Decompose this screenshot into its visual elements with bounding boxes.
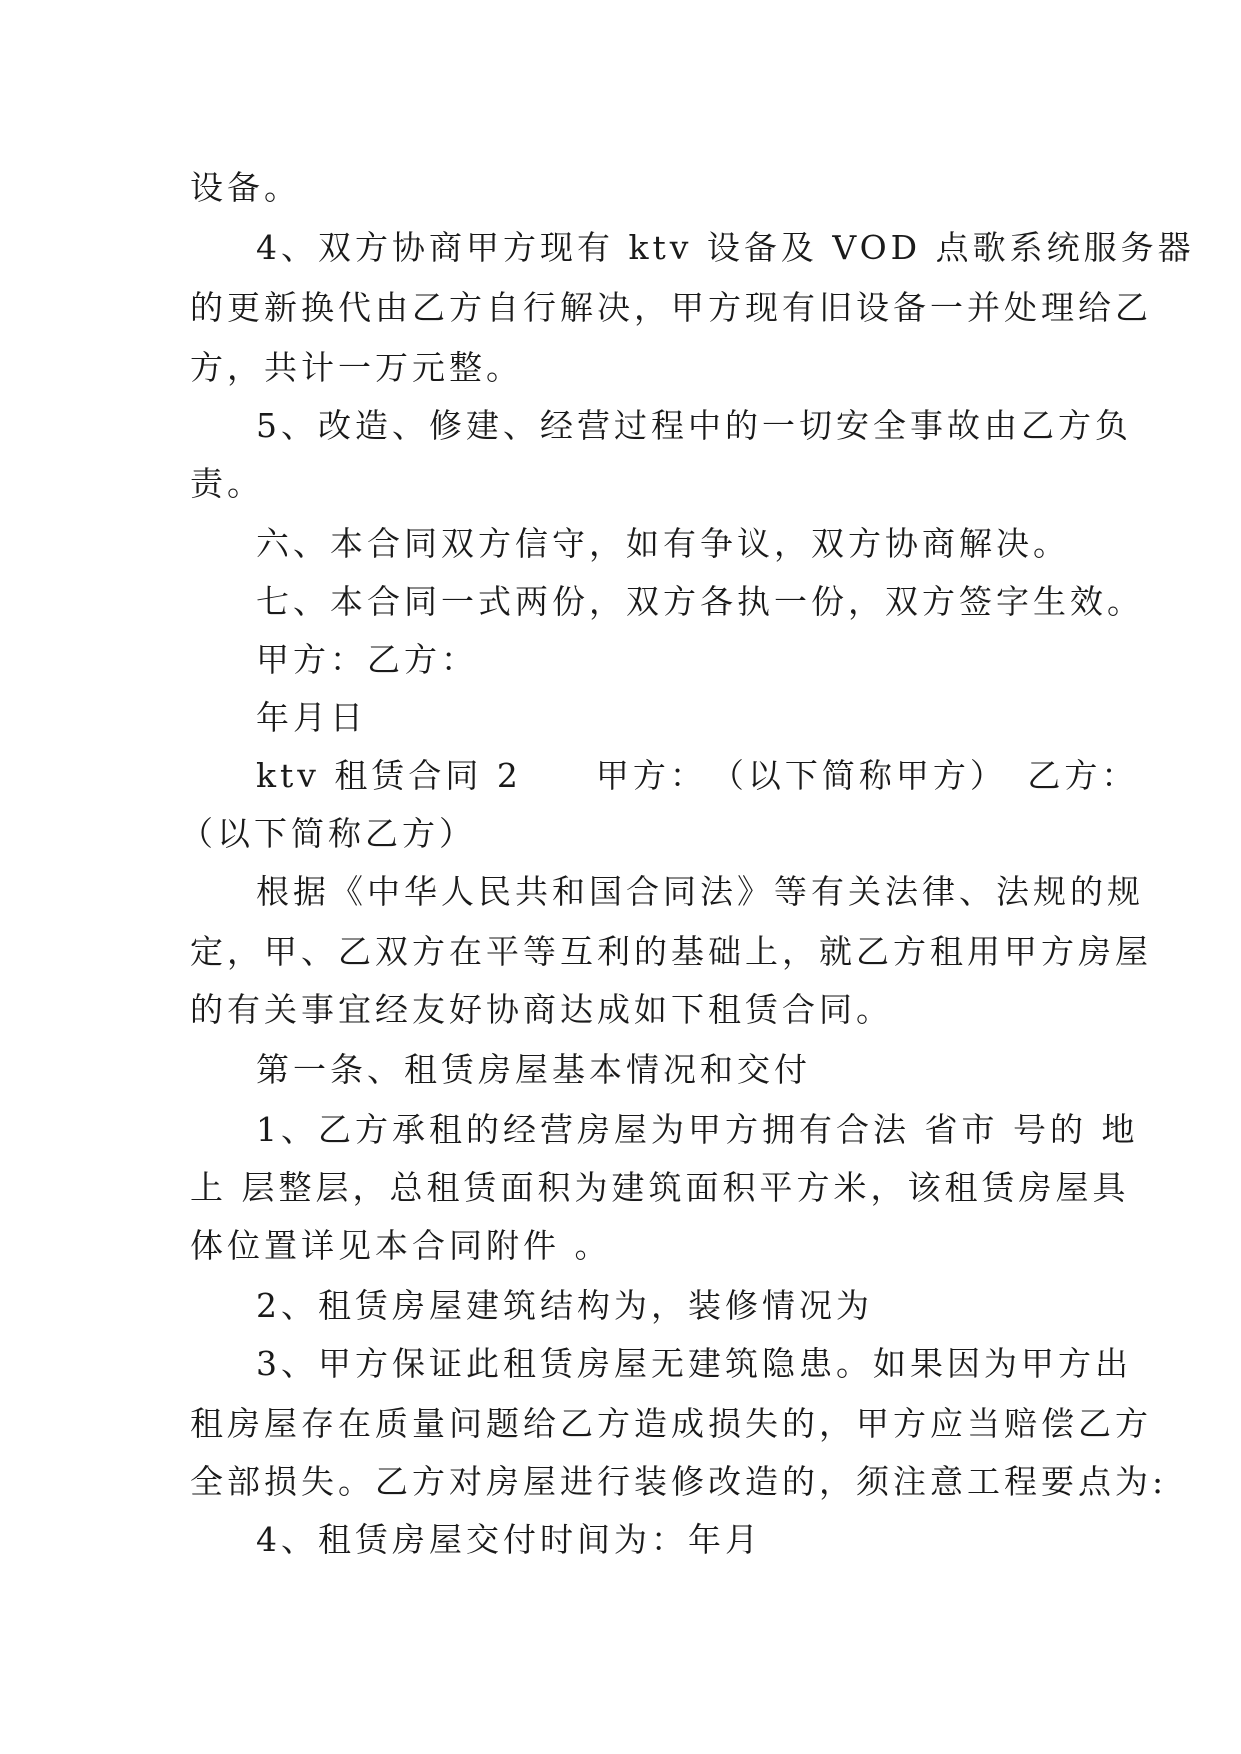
text-line: 全部损失。乙方对房屋进行装修改造的，须注意工程要点为:: [190, 1462, 1168, 1501]
text-line: 4、租赁房屋交付时间为：年月: [256, 1520, 762, 1559]
text-line: ktv 租赁合同 2 甲方： （以下简称甲方） 乙方：: [256, 756, 1139, 795]
text-line: 的有关事宜经友好协商达成如下租赁合同。: [190, 990, 893, 1029]
text-line: 的更新换代由乙方自行解决，甲方现有旧设备一并处理给乙: [190, 288, 1152, 327]
text-line: 体位置详见本合同附件 。: [190, 1226, 612, 1265]
text-line: 第一条、租赁房屋基本情况和交付: [256, 1050, 811, 1089]
text-line: 3、甲方保证此租赁房屋无建筑隐患。如果因为甲方出: [256, 1344, 1132, 1383]
text-line: 定，甲、乙双方在平等互利的基础上，就乙方租用甲方房屋: [190, 932, 1152, 971]
text-line: 设备。: [190, 168, 301, 207]
text-line: 4、双方协商甲方现有 ktv 设备及 VOD 点歌系统服务器: [256, 228, 1195, 267]
text-line: 1、乙方承租的经营房屋为甲方拥有合法 省市 号的 地: [256, 1110, 1139, 1149]
text-line: 根据《中华人民共和国合同法》等有关法律、法规的规: [256, 872, 1144, 911]
text-line: 责。: [190, 464, 264, 503]
text-line: 六、本合同双方信守，如有争议，双方协商解决。: [256, 524, 1070, 563]
text-line: 上 层整层，总租赁面积为建筑面积平方米，该租赁房屋具: [190, 1168, 1130, 1207]
text-line: 甲方：乙方：: [256, 640, 478, 679]
text-line: 租房屋存在质量问题给乙方造成损失的，甲方应当赔偿乙方: [190, 1404, 1152, 1443]
text-line: 年月日: [256, 698, 367, 737]
text-line: （以下简称乙方）: [180, 814, 476, 853]
text-line: 方，共计一万元整。: [190, 348, 523, 387]
text-line: 5、改造、修建、经营过程中的一切安全事故由乙方负: [256, 406, 1132, 445]
text-line: 2、租赁房屋建筑结构为，装修情况为: [256, 1286, 873, 1325]
text-line: 七、本合同一式两份，双方各执一份，双方签字生效。: [256, 582, 1144, 621]
